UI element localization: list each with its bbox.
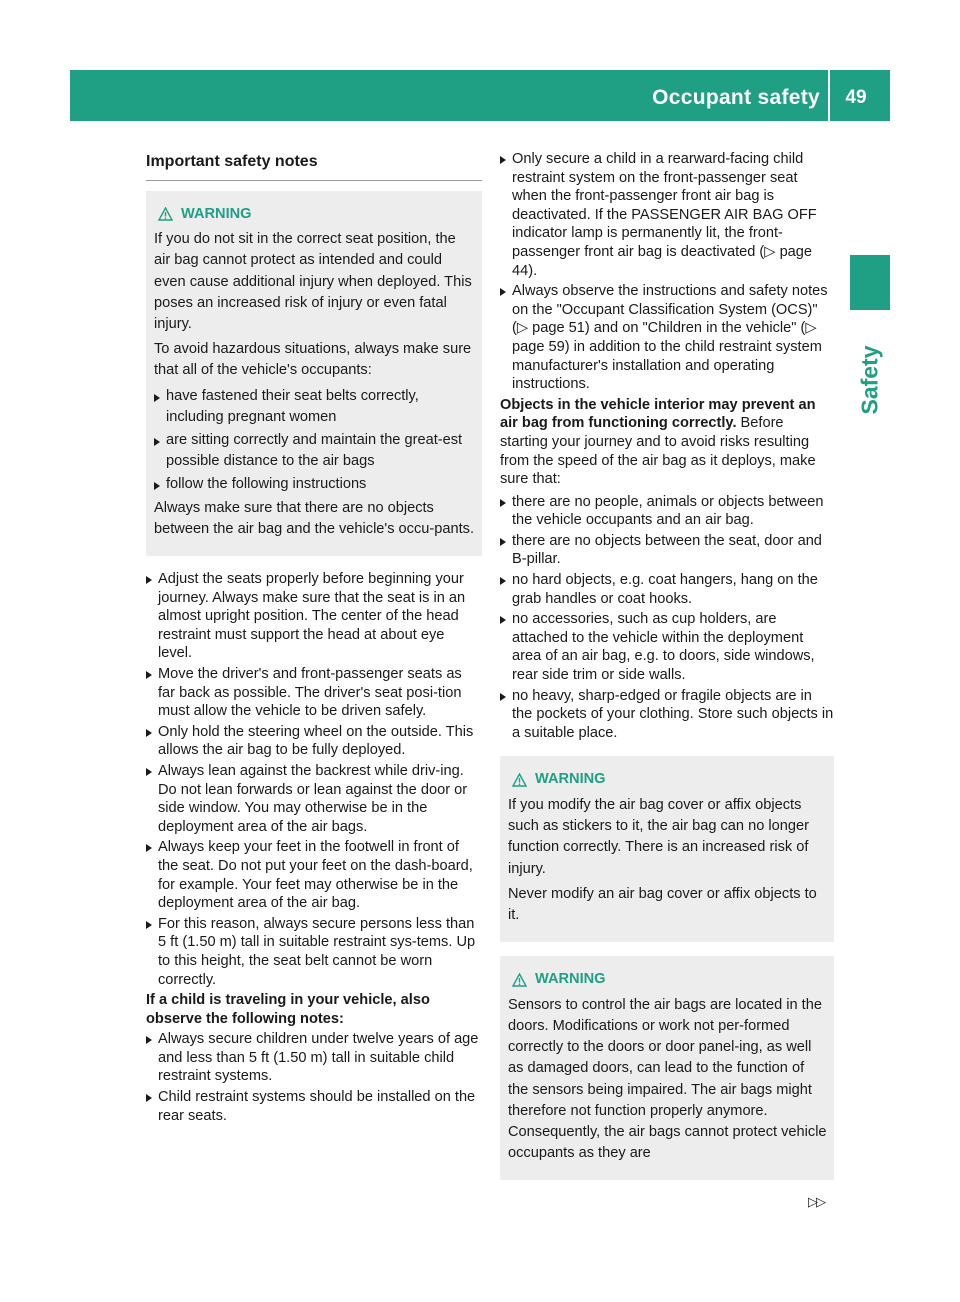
warning-heading bbox=[508, 770, 828, 789]
page-number: 49 bbox=[845, 87, 867, 108]
list-item: Always observe the instructions and safety notes on the "Occupant Classification System (OCS)" (▷ page 51) and on "Children in the vehicle" (▷ page 59) in addition to the child restraint system manufacturer's installation and operating instructions. bbox=[500, 282, 834, 394]
side-tab-text: Safety bbox=[856, 345, 883, 415]
warning-text: Never modify an air bag cover or affix objects to it. bbox=[508, 885, 817, 924]
warning-heading bbox=[154, 205, 476, 224]
list-item: Only hold the steering wheel on the outside. This allows the air bag to be fully deployed. bbox=[146, 723, 482, 760]
warning-box bbox=[500, 956, 834, 1180]
header-divider bbox=[828, 70, 830, 121]
warning-box bbox=[146, 191, 482, 556]
list-item: have fastened their seat belts correctly, including pregnant women bbox=[154, 386, 476, 428]
list-item: no heavy, sharp-edged or fragile objects are in the pockets of your clothing. Store such objects in a suitable place. bbox=[500, 687, 834, 743]
left-column bbox=[146, 150, 482, 1127]
header-bar bbox=[70, 70, 890, 121]
objects-list bbox=[500, 493, 834, 743]
list-item: no accessories, such as cup holders, are attached to the vehicle within the deployment area of an air bag, e.g. to doors, side windows, rear side trim or side walls. bbox=[500, 610, 834, 684]
warning-text: If you do not sit in the correct seat position, the air bag cannot protect as intended and could even cause additional injury when deployed. This poses an increased risk of injury or even fatal injury. bbox=[154, 231, 472, 332]
child-seat-list bbox=[500, 150, 834, 394]
warning-bullet-list bbox=[154, 386, 476, 496]
list-item: Child restraint systems should be installed on the rear seats. bbox=[146, 1088, 482, 1125]
list-item: Only secure a child in a rearward-facing child restraint system on the front-passenger seat when the front-passenger front air bag is deactivated. If the PASSENGER AIR BAG OFF indicator lamp is permanently lit, the front-passenger front air bag is deactivated (▷ page 44). bbox=[500, 150, 834, 280]
list-item: Always lean against the backrest while driv-ing. Do not lean forwards or lean against the door or side window. You may otherwise be in the deployment area of the air bags. bbox=[146, 762, 482, 836]
warning-triangle-icon bbox=[158, 207, 173, 221]
page-section-title: Occupant safety bbox=[652, 86, 820, 109]
list-item: there are no objects between the seat, door and B-pillar. bbox=[500, 532, 834, 569]
side-tab-label bbox=[846, 320, 894, 440]
list-item: no hard objects, e.g. coat hangers, hang on the grab handles or coat hooks. bbox=[500, 571, 834, 608]
list-item: are sitting correctly and maintain the great-est possible distance to the air bags bbox=[154, 430, 476, 472]
objects-text: Before starting your journey and to avoid risks resulting from the speed of the air bag as it deploys, make sure that: bbox=[500, 415, 816, 488]
warning-triangle-icon bbox=[512, 773, 527, 787]
warning-label: WARNING bbox=[535, 971, 606, 988]
objects-lead: Objects in the vehicle interior may prevent an air bag from functioning correctly. bbox=[500, 396, 816, 432]
list-item: Move the driver's and front-passenger seats as far back as possible. The driver's seat posi-tion must allow the vehicle to be driven safely. bbox=[146, 665, 482, 721]
warning-triangle-icon bbox=[512, 973, 527, 987]
warning-heading bbox=[508, 970, 828, 989]
list-item: Always secure children under twelve years of age and less than 5 ft (1.50 m) tall in suitable child restraint systems. bbox=[146, 1030, 482, 1086]
right-column bbox=[500, 150, 834, 1194]
section-title: Important safety notes bbox=[146, 150, 482, 181]
list-item: there are no people, animals or objects between the vehicle occupants and an air bag. bbox=[500, 493, 834, 530]
warning-label: WARNING bbox=[181, 205, 252, 222]
warning-text: Always make sure that there are no objects between the air bag and the vehicle's occu-pants. bbox=[154, 499, 475, 537]
warning-box bbox=[500, 756, 834, 942]
child-notes-list bbox=[146, 1030, 482, 1125]
warning-label: WARNING bbox=[535, 771, 606, 788]
continue-arrows-icon: ▷▷ bbox=[808, 1194, 824, 1209]
list-item: For this reason, always secure persons less than 5 ft (1.50 m) tall in suitable restraint sys-tems. Up to this height, the seat belt cannot be worn correctly. bbox=[146, 915, 482, 989]
list-item: Adjust the seats properly before beginning your journey. Always make sure that the seat is in an almost upright position. The center of the head restraint must support the head at about eye level. bbox=[146, 570, 482, 663]
child-heading: If a child is traveling in your vehicle, also observe the following notes: bbox=[146, 992, 430, 1027]
objects-paragraph bbox=[500, 396, 834, 489]
list-item: Always keep your feet in the footwell in front of the seat. Do not put your feet on the dash-board, for example. Your feet may otherwise be in the deployment area of the air bag. bbox=[146, 838, 482, 912]
warning-text: If you modify the air bag cover or affix objects such as stickers to it, the air bag can no longer function correctly. There is an increased risk of injury. bbox=[508, 797, 809, 877]
warning-text: To avoid hazardous situations, always make sure that all of the vehicle's occupants: bbox=[154, 341, 472, 379]
list-item: follow the following instructions bbox=[154, 474, 476, 495]
warning-text: Sensors to control the air bags are located in the doors. Modifications or work not per-formed correctly to the doors or door panel-ing, as well as damaged doors, can lead to the function of the sensors being impaired. The air bags might therefore not function properly anymore. Consequently, the air bags cannot protect vehicle occupants as they are bbox=[508, 996, 827, 1162]
side-tab-marker bbox=[850, 255, 890, 310]
seat-instructions-list bbox=[146, 570, 482, 989]
